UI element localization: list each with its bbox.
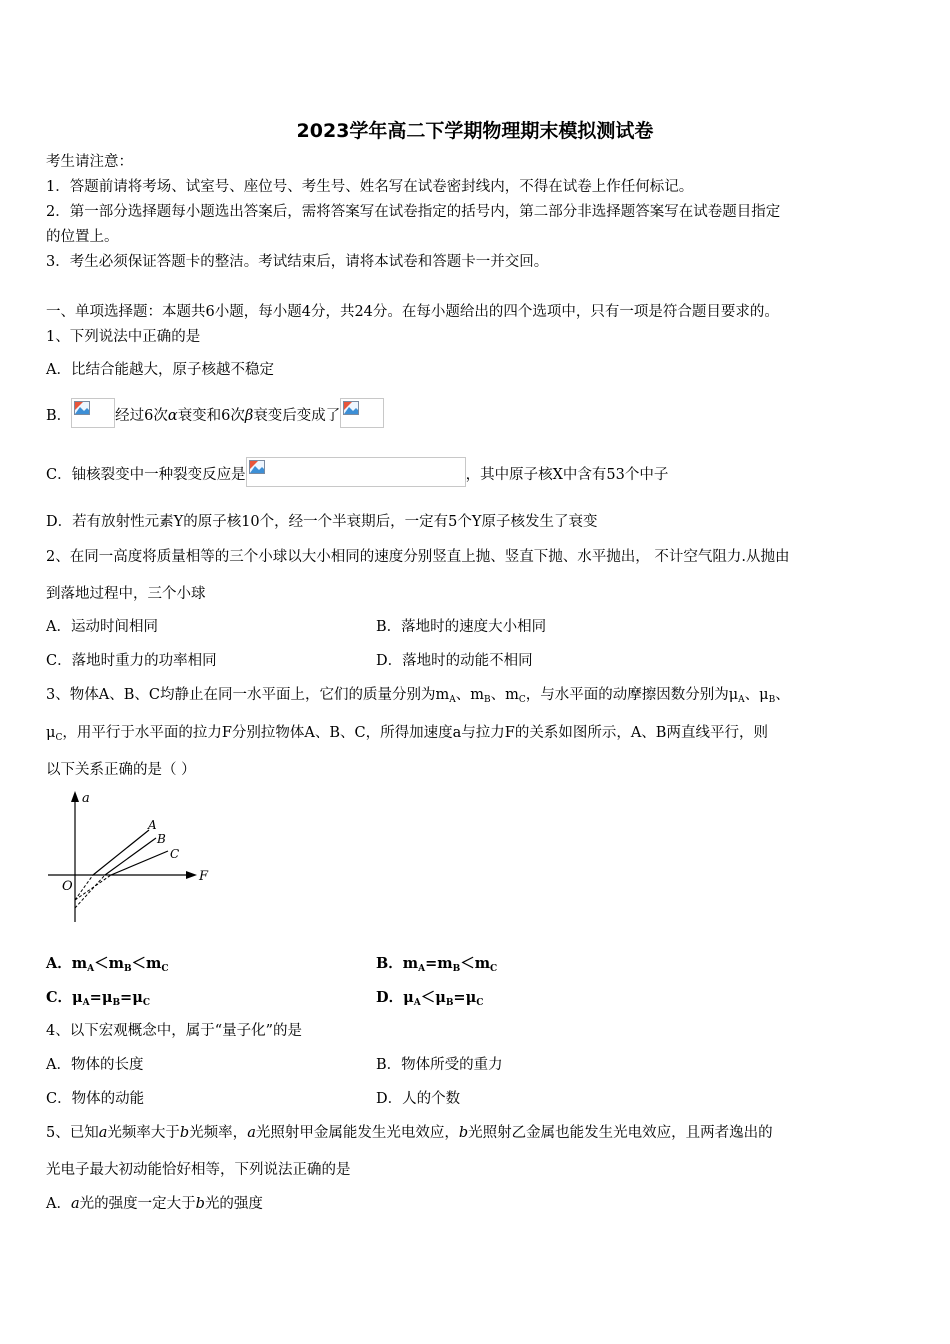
line-c-label: C: [170, 847, 180, 861]
notice-item-2: 2．第一部分选择题每小题选出答案后，需将答案写在试卷指定的括号内，第二部分非选择题答案写在试卷题目指定: [46, 204, 781, 220]
section-heading: 一、单项选择题：本题共6小题，每小题4分，共24分。在每小题给出的四个选项中，只有一项是符合题目要求的。: [46, 304, 779, 320]
q3-option-c: C．$\mu_A=\mu_B=\mu_C$: [46, 989, 150, 1008]
q4-option-d: D．人的个数: [376, 1091, 461, 1107]
q5-option-a: A．a光的强度一定大于b光的强度: [46, 1196, 263, 1212]
x-axis-label: F: [199, 869, 209, 884]
q4-option-c: C．物体的动能: [46, 1091, 145, 1107]
q2-option-b: B．落地时的速度大小相同: [376, 619, 547, 635]
q1-stem: 1、下列说法中正确的是: [46, 329, 201, 345]
line-a: [93, 830, 149, 875]
q5-stem-cont: 光电子最大初动能恰好相等，下列说法正确的是: [46, 1162, 351, 1178]
broken-image-icon: [246, 457, 466, 487]
line-c-dashed: [75, 875, 111, 900]
broken-image-icon: [71, 398, 115, 428]
q4-stem: 4、以下宏观概念中，属于“量子化”的是: [46, 1023, 303, 1039]
line-b-label: B: [157, 832, 166, 846]
q1-option-a: A．比结合能越大，原子核越不稳定: [46, 362, 274, 378]
q2-option-a: A．运动时间相同: [46, 619, 158, 635]
q2-option-d: D．落地时的动能不相同: [376, 653, 533, 669]
q3-option-b: B．$m_A=m_B<m_C$: [376, 955, 498, 974]
q4-option-a: A．物体的长度: [46, 1057, 144, 1073]
q3-stem-cont: $\mu_C$，用平行于水平面的拉力F分别拉物体A、B、C，所得加速度a与拉力F的关系如图所示，A、B两直线平行，则: [46, 725, 768, 743]
notice-item-3: 3．考生必须保证答题卡的整洁。考试结束后，请将本试卷和答题卡一并交回。: [46, 254, 549, 270]
q3-stem: 3、物体A、B、C均静止在同一水平面上，它们的质量分别为$m_A$、$m_B$、$m_C$，与水平面的动摩擦因数分别为$\mu_A$、$\mu_B$、: [46, 687, 790, 705]
origin-label: O: [62, 879, 73, 894]
q3-option-d: D．$\mu_A<\mu_B=\mu_C$: [376, 989, 484, 1008]
line-a-dashed: [75, 875, 93, 900]
broken-image-icon: [340, 398, 384, 428]
notice-item-2-cont: 的位置上。: [46, 229, 119, 245]
line-c: [111, 851, 168, 875]
line-a-label: A: [148, 818, 157, 832]
q1-option-d: D．若有放射性元素Y的原子核10个，经一个半衰期后，一定有5个Y原子核发生了衰变: [46, 514, 598, 530]
line-b: [105, 838, 156, 875]
q2-stem-cont: 到落地过程中，三个小球: [46, 586, 206, 602]
y-axis-arrow: [71, 791, 79, 802]
q1-option-b: B． 经过6次α衰变和6次β衰变后变成了: [46, 398, 384, 428]
y-axis-label: a: [82, 791, 90, 806]
q1-b-label: B．: [46, 408, 72, 424]
notice-header: 考生请注意：: [46, 154, 133, 170]
page-title: 2023学年高二下学期物理期末模拟测试卷: [296, 120, 654, 142]
q3-stem-end: 以下关系正确的是（ ）: [46, 762, 196, 778]
notice-item-1: 1．答题前请将考场、试室号、座位号、考生号、姓名写在试卷密封线内，不得在试卷上作任何标记。: [46, 179, 694, 195]
q3-graph: [44, 786, 214, 926]
q1-option-c: C．铀核裂变中一种裂变反应是 ，其中原子核X中含有53个中子: [46, 457, 668, 487]
q5-stem: 5、已知a光频率大于b光频率，a光照射甲金属能发生光电效应，b光照射乙金属也能发生光电效应，且两者逸出的: [46, 1125, 773, 1141]
x-axis-arrow: [186, 871, 197, 879]
q2-option-c: C．落地时重力的功率相同: [46, 653, 217, 669]
q2-stem: 2、在同一高度将质量相等的三个小球以大小相同的速度分别竖直上抛、竖直下抛、水平抛出， 不计空气阻力.从抛由: [46, 549, 790, 565]
q4-option-b: B．物体所受的重力: [376, 1057, 503, 1073]
q3-option-a: A．$m_A<m_B<m_C$: [46, 955, 169, 974]
